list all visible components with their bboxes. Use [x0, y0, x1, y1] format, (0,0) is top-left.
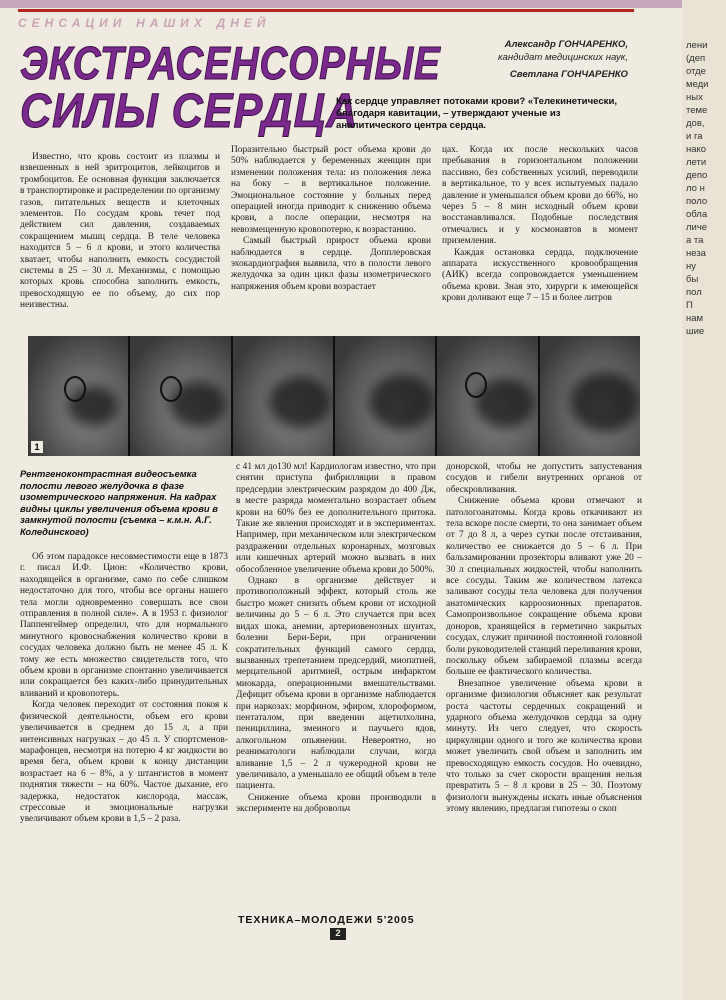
magazine-footer: ТЕХНИКА–МОЛОДЕЖИ 5'2005 [238, 914, 415, 926]
xray-frame [437, 336, 539, 456]
author-2-name: Светлана ГОНЧАРЕНКО [509, 69, 628, 80]
xray-frame [28, 336, 130, 456]
paragraph: Снижение объема крови производили в эксперименте на добровольч [236, 792, 436, 815]
adjacent-page-text: нам [686, 313, 704, 324]
paragraph: Когда человек переходит от состояния покоя к физической деятельности, объем его крови увеличивается в среднем до 15 л, а при интенсивных нагрузках – до 45 л. У спортсменов-марафонцев, несмотря на потерю 4 кг жидкости во время бега, объем крови к концу дистанции возрастает на 6 – 8%, а у штангистов в момент поднятия тяжести – на 60%. Частое дыхание, его задержка, недостаток кислорода, массаж, стрессовые и эмоциональные нагрузки увеличивают объем крови в 1,5 – 2 раза. [20, 700, 228, 825]
adjacent-page-text: бы [686, 274, 699, 285]
adjacent-page-text: ных [686, 92, 703, 103]
adjacent-page-text: шие [686, 326, 705, 337]
adjacent-page-text: и га [686, 131, 703, 142]
paragraph: Каждая остановка сердца, подключение аппарата искусственного кровообращения (АИК) всегда сопровождается уменьшением объема крови. Зная это, хирурги к имеющейся крови доливают еще 7 – 15 и более литров [442, 247, 638, 304]
frame-number: 1 [31, 441, 43, 453]
adjacent-page-text: обла [686, 209, 708, 220]
adjacent-page-text: ну [686, 261, 696, 272]
adjacent-page-edge [682, 0, 726, 1000]
adjacent-page-text: теме [686, 105, 708, 116]
adjacent-page-text: П [686, 300, 693, 311]
headline-line-2: СИЛЫ СЕРДЦА [20, 85, 359, 138]
adjacent-page-text: а та [686, 235, 704, 246]
adjacent-page-text: лени [686, 40, 708, 51]
adjacent-page-text: неза [686, 248, 706, 259]
xray-frame [335, 336, 437, 456]
adjacent-page-text: отде [686, 66, 706, 77]
adjacent-page-text: ло н [686, 183, 705, 194]
lead-paragraph: Как сердце управляет потоками крови? «Телекинетически, благодаря кавитации, – утверждают ученые из аналитического центра сердца. [336, 96, 618, 131]
xray-frame [540, 336, 640, 456]
xray-film-strip [28, 336, 640, 456]
paragraph: Внезапное увеличение объема крови в организме физиология объясняет как результат роста частоты сердечных сокращений и ударного объема желудочков сердца за одну минуту. Из чего следует, что скорость циркуляции одного и того же количества крови может увеличить свой объем и заполнить им превосходящую емкость сосудов. Но очевидно, что только за счет скорости вращения нельзя превратить 5 – 8 л крови в 25 – 30. Поэтому физиологи вынуждены искать иные объяснения этому явлению, предлагая гипотезы о скоп [446, 678, 642, 815]
adjacent-page-text: нако [686, 144, 707, 155]
adjacent-page-text: личе [686, 222, 708, 233]
paragraph: Об этом парадоксе несовместимости еще в 1873 г. писал И.Ф. Цион: «Количество крови, находящейся в организме, само по себе слишком недостаточно для того, чтобы все органы нашего тела могли одновременно совершать все свои отправления в полной силе». А в 1953 г. физиолог Паппенгеймер определил, что для нормального минутного кровоснабжения количество крови в сосудах человека должно быть не менее 45 л. К тому же есть множество свидетельств того, что объем крови в организме спонтанно увеличивается или сокращается без каких-либо принудительных вливаний и кровопотерь. [20, 552, 228, 699]
paragraph: Поразительно быстрый рост объема крови до 50% наблюдается у беременных женщин при изменении положения тела: из положения лежа на боку – в вертикальное положение. Эмоциональное состояние у больных перед операцией иногда приводит к снижению объема крови, а после операции, несмотря на невозмещенную кровопотерю, к возрастанию. [231, 145, 431, 235]
page-number: 2 [330, 928, 346, 940]
adjacent-page-text: депо [686, 170, 708, 181]
adjacent-page-text: меди [686, 79, 709, 90]
body-column-6 [446, 462, 642, 918]
body-column-1 [20, 152, 220, 330]
paragraph: Известно, что кровь состоит из плазмы и взвешенных в ней эритроцитов, лейкоцитов и тромбоцитов. Ее основная функция заключается в транспортировке и распределении по организму газов, питательных веществ и клеточных элементов. По сосудам кровь течет под действием сил давления, создаваемых сокращением мышц сердца. В теле человека находится 5 – 6 л крови, и этого количества хватает, чтобы наполнить емкость сосудистой системы в 25 – 30 л. Механизмы, с помощью которых кровь способна заполнить емкость, превосходящую ее по объему, до сих пор неизвестны. [20, 152, 220, 311]
author-block [418, 38, 628, 85]
paragraph: с 41 мл до130 мл! Кардиологам известно, что при снятии приступа фибрилляции в правом предсердии электрическим разрядом до 400 Дж, в месте разряда моментально возрастает объем крови на 60% без ее дополнительного притока. Такие же явления происходят и в экспериментах. Например, при механическом или электрическом раздражении отдельных коронарных, мозговых или кишечных артерий можно вызвать в них обособленное увеличение объема крови до 500%. [236, 462, 436, 575]
author-1-name: Александр ГОНЧАРЕНКО, [504, 39, 628, 50]
author-1-degree: кандидат медицинских наук, [497, 52, 628, 63]
body-column-3 [442, 145, 638, 331]
headline-line-1: ЭКСТРАСЕНСОРНЫЕ [20, 37, 441, 89]
xray-frame [233, 336, 335, 456]
paragraph: донорской, чтобы не допустить запустевания сосудов и гибели внутренних органов от обескровливания. [446, 462, 642, 495]
body-column-5 [236, 462, 436, 918]
section-title: сенсации наших дней [18, 12, 271, 31]
body-column-4 [20, 552, 228, 916]
adjacent-page-text: пол [686, 287, 702, 298]
adjacent-page-text: поло [686, 196, 708, 207]
paragraph: цах. Когда их после нескольких часов пребывания в горизонтальном положении пассивно, без собственных усилий, переводили в вертикальное, то у всех испытуемых падало давление и уменьшался объем крови до 66%, но через 5 – 8 мин исходный объем крови восстанавливался. Подобные последствия отмечались и у космонавтов в момент приземления. [442, 145, 638, 247]
adjacent-page-text: дов, [686, 118, 705, 129]
paragraph: Самый быстрый прирост объема крови наблюдается в сердце. Допплеровская эхокардиография выявила, что в полости левого желудочка за один цикл фазы изометрического напряжения объем крови возрастает [231, 236, 431, 292]
top-color-bar [0, 0, 682, 8]
figure-caption: Рентгеноконтрастная видеосъемка полости левого желудочка в фазе изометрического напряжения. На кадрах видны циклы увеличения объема крови в замкнутой полости (съемка – к.м.н. А.Г. Колединского) [20, 468, 218, 537]
xray-frame [130, 336, 232, 456]
adjacent-page-text: лети [686, 157, 707, 168]
adjacent-page-text: (деп [686, 53, 706, 64]
paragraph: Однако в организме действует и противоположный эффект, который столь же быстро может снизить объем крови от исходной величины до 5 – 6 л. Это случается при всех видах шока, анемии, артериовенозных шунтах, болезни Бери-Бери, при ограничении сократительных функций самого сердца, вызванных трепетанием предсердий, миопатией, мерцательной аритмией, острым инфарктом миокарда, операционными вмешательствами. Дефицит объема крови в организме наблюдается при наркозах: морфином, эфиром, хлороформом, пентаталом, при введении ацетилхолина, пенициллина, змеиного и паучьего ядов, алкогольном опьянении. Невероятно, но реаниматологи наблюдали случаи, когда вливание 1,5 – 2 л чужеродной крови не увеличивало, а уменьшало ее общий объем в теле пациента. [236, 576, 436, 792]
body-column-2 [231, 145, 431, 331]
paragraph: Снижение объема крови отмечают и патологоанатомы. Когда кровь откачивают из тела вскоре после смерти, то она занимает объем от 7 до 8 л, а через сутки после отстаивания, количество ее снижается до 5 – 6 л. При бальзамировании прозекторы вливают уже 20 – 30 л специальных жидкостей, чтобы наполнить все сосуды. Таким же количеством латекса заливают сосуды тела человека для получения анатомических карроозионных препаратов. Самопроизвольное сокращение объема крови доноров, хранящейся в герметично закрытых сосудах, служит причиной постоянной головной боли руководителей станций переливания крови, поскольку объем забираемой плазмы всегда больше ее фактического количества. [446, 496, 642, 678]
